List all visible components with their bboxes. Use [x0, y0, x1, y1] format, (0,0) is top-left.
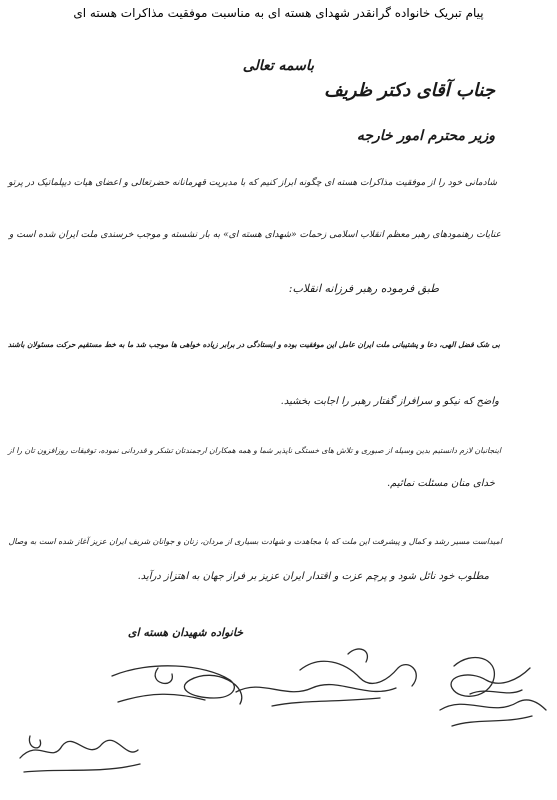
handwritten-signatures	[0, 640, 557, 800]
paragraph-3-line-1: امیداست مسیر رشد و کمال و پیشرفت این ملت که با مجاهدت و شهادت بسیاری از مردان، زنان و جوانان شریف ایران عزیز آغاز شده است به وصال	[8, 537, 502, 546]
paragraph-1-line-3: طبق فرموده رهبر فرزانه انقلاب:	[288, 282, 439, 295]
invocation: باسمه تعالی	[242, 58, 314, 74]
quote-follow-line: واضح که نیکو و سرافراز گفتار رهبر را اجابت بخشید.	[280, 396, 499, 407]
page-caption: پیام تبریک خانواده گرانقدر شهدای هسته ای به مناسبت موفقیت مذاکرات هسته ای	[73, 6, 484, 20]
addressee-title: وزیر محترم امور خارجه	[356, 128, 495, 144]
signatory: خانواده شهیدان هسته ای	[127, 626, 243, 639]
paragraph-2-line-1: اینجانبان لازم دانستیم بدین وسیله از صبوری و تلاش های خستگی ناپذیر شما و همه همکاران ارجمندتان تشکر و قدردانی نموده، توفیقات روزافزون تان را از	[8, 446, 501, 455]
paragraph-3-line-2: مطلوب خود نائل شود و پرچم عزت و اقتدار ایران عزیز بر فراز جهان به اهتزاز درآید.	[137, 571, 489, 582]
paragraph-1-line-1: شادمانی خود را از موفقیت مذاکرات هسته ای چگونه ابراز کنیم که با مدیریت قهرمانانه حضرتعالی و اعضای هیات دیپلماتیک در پرتو	[8, 178, 497, 188]
paragraph-1-line-2: عنایات رهنمودهای رهبر معظم انقلاب اسلامی زحمات «شهدای هسته ای» به بار نشسته و موجب خرسندی ملت ایران شده است و	[8, 230, 501, 240]
signatures-block	[0, 640, 557, 800]
paragraph-2-line-2: خدای منان مسئلت نمائیم.	[386, 478, 495, 489]
addressee: جناب آقای دکتر ظریف	[324, 80, 495, 101]
leader-quote: بی شک فضل الهی، دعا و پشتیبانی ملت ایران عامل این موفقیت بوده و ایستادگی در برابر زیاده خواهی ها موجب شد ما به خط مستقیم حرکت مسئولان باشند	[7, 340, 500, 349]
